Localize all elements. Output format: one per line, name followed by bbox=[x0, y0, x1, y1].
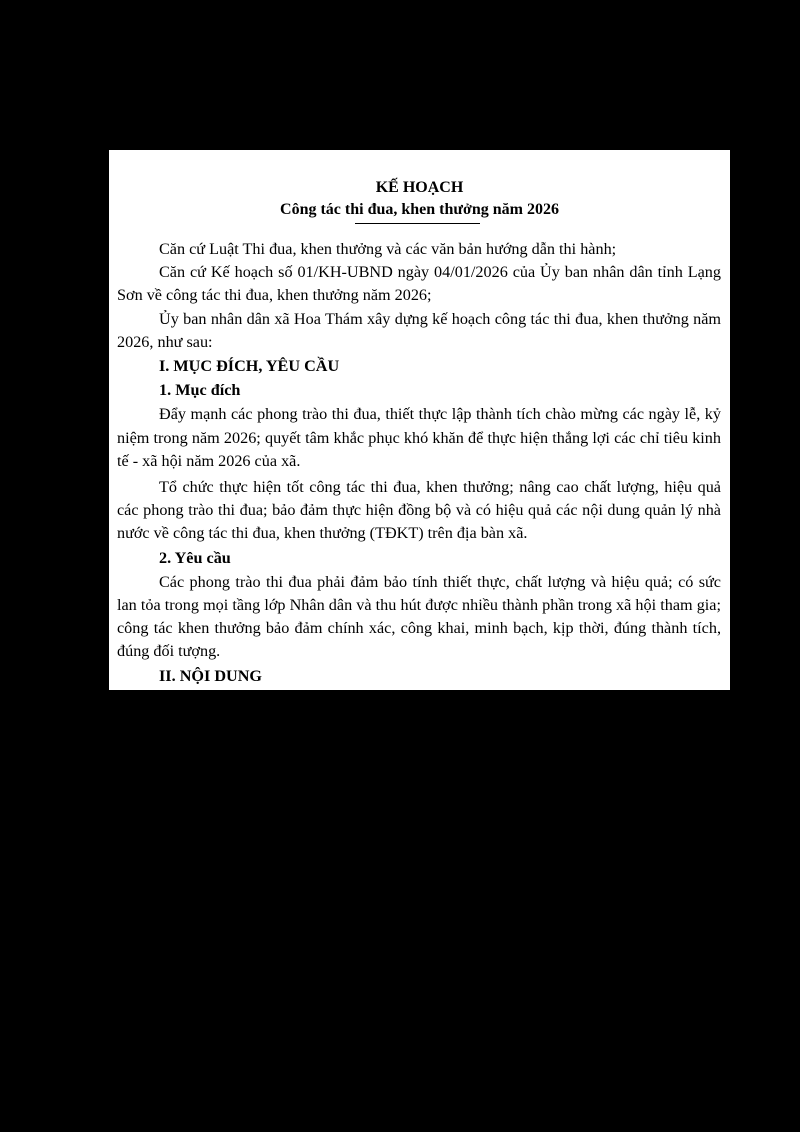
document-body bbox=[117, 238, 721, 689]
paragraph-requirements: Các phong trào thi đua phải đảm bảo tính thiết thực, chất lượng và hiệu quả; có sức lan tỏa trong mọi tầng lớp Nhân dân và thu hút được nhiều thành phần trong xã hội tham gia; công tác khen thưởng bảo đảm chính xác, công khai, minh bạch, kịp thời, đúng thành tích, đúng đối tượng. bbox=[117, 572, 721, 661]
paragraph-legal-basis-1: Căn cứ Luật Thi đua, khen thưởng và các văn bản hướng dẫn thi hành; bbox=[159, 240, 617, 258]
paragraph-intro: Ủy ban nhân dân xã Hoa Thám xây dựng kế hoạch công tác thi đua, khen thưởng năm 2026, như sau: bbox=[117, 309, 721, 351]
subsection-heading-purpose: 1. Mục đích bbox=[159, 381, 241, 400]
subsection-heading-requirements: 2. Yêu cầu bbox=[159, 548, 231, 567]
document-page bbox=[109, 150, 730, 690]
section-heading-2: II. NỘI DUNG bbox=[159, 666, 262, 685]
document-title: KẾ HOẠCH bbox=[375, 179, 464, 196]
section-heading-1: I. MỤC ĐÍCH, YÊU CẦU bbox=[159, 357, 340, 376]
document-subtitle: Công tác thi đua, khen thưởng năm 2026 bbox=[280, 201, 559, 218]
paragraph-legal-basis-2: Căn cứ Kế hoạch số 01/KH-UBND ngày 04/01/2026 của Ủy ban nhân dân tỉnh Lạng Sơn về công tác thi đua, khen thưởng năm 2026; bbox=[117, 263, 721, 305]
paragraph-purpose-2: Tổ chức thực hiện tốt công tác thi đua, khen thưởng; nâng cao chất lượng, hiệu quả các phong trào thi đua; bảo đảm thực hiện đồng bộ và có hiệu quả các nội dung quản lý nhà nước về công tác thi đua, khen thưởng (TĐKT) trên địa bàn xã. bbox=[117, 478, 721, 543]
title-underline bbox=[355, 223, 480, 224]
paragraph-purpose-1: Đẩy mạnh các phong trào thi đua, thiết thực lập thành tích chào mừng các ngày lễ, kỷ niệm trong năm 2026; quyết tâm khắc phục khó khăn để thực hiện thắng lợi các chỉ tiêu kinh tế - xã hội năm 2026 của xã. bbox=[117, 405, 721, 470]
